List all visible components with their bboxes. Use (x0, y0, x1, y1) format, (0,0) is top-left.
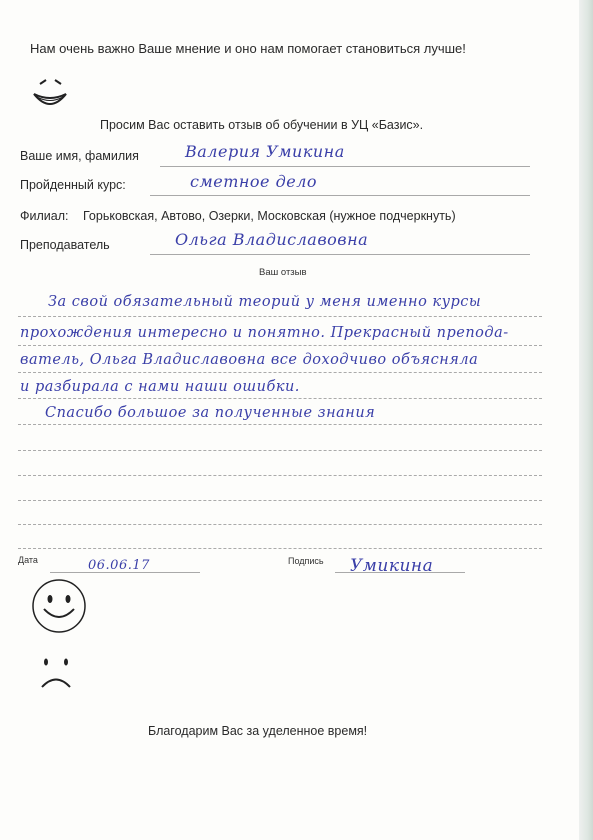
review-label: Ваш отзыв (259, 267, 307, 278)
review-text-line: прохождения интересно и понятно. Прекрасный препода- (20, 325, 509, 341)
review-line (18, 424, 542, 425)
request-text: Просим Вас оставить отзыв об обучении в УЦ «Базис». (100, 118, 424, 132)
teacher-label: Преподаватель (20, 238, 110, 252)
review-line (18, 475, 542, 476)
name-label: Ваше имя, фамилия (20, 149, 139, 163)
review-text-line: Спасибо большое за полученные знания (45, 405, 376, 421)
review-text-line: и разбирала с нами наши ошибки. (20, 379, 300, 395)
date-value: 06.06.17 (88, 558, 150, 573)
teacher-value: Ольга Владиславовна (175, 230, 369, 249)
review-line (18, 398, 542, 399)
review-line (18, 345, 542, 346)
review-text-line: За свой обязательный теорий у меня именно курсы (48, 294, 482, 310)
review-text-line: ватель, Ольга Владиславовна все доходчиво объясняла (20, 352, 479, 368)
review-line (18, 500, 542, 501)
review-line (18, 372, 542, 373)
headline: Нам очень важно Ваше мнение и оно нам помогает становиться лучше! (30, 41, 466, 56)
course-label: Пройденный курс: (20, 178, 126, 192)
smiley-sad-icon (36, 654, 76, 694)
smiley-happy-icon (30, 578, 88, 634)
name-line (160, 166, 530, 167)
branch-options: Горьковская, Автово, Озерки, Московская (нужное подчеркнуть) (83, 209, 456, 223)
name-value: Валерия Умикина (185, 142, 345, 161)
signature-label: Подпись (288, 556, 324, 566)
teacher-line (150, 254, 530, 255)
signature-value: Умикина (350, 556, 434, 576)
branch-label: Филиал: (20, 209, 69, 223)
smiley-grin-icon (28, 70, 72, 118)
review-line (18, 548, 542, 549)
review-line (18, 450, 542, 451)
thanks-footer: Благодарим Вас за уделенное время! (148, 724, 368, 738)
course-value: сметное дело (190, 172, 318, 191)
review-line (18, 316, 542, 317)
date-label: Дата (18, 555, 38, 565)
review-line (18, 524, 542, 525)
scan-edge (579, 0, 593, 840)
course-line (150, 195, 530, 196)
